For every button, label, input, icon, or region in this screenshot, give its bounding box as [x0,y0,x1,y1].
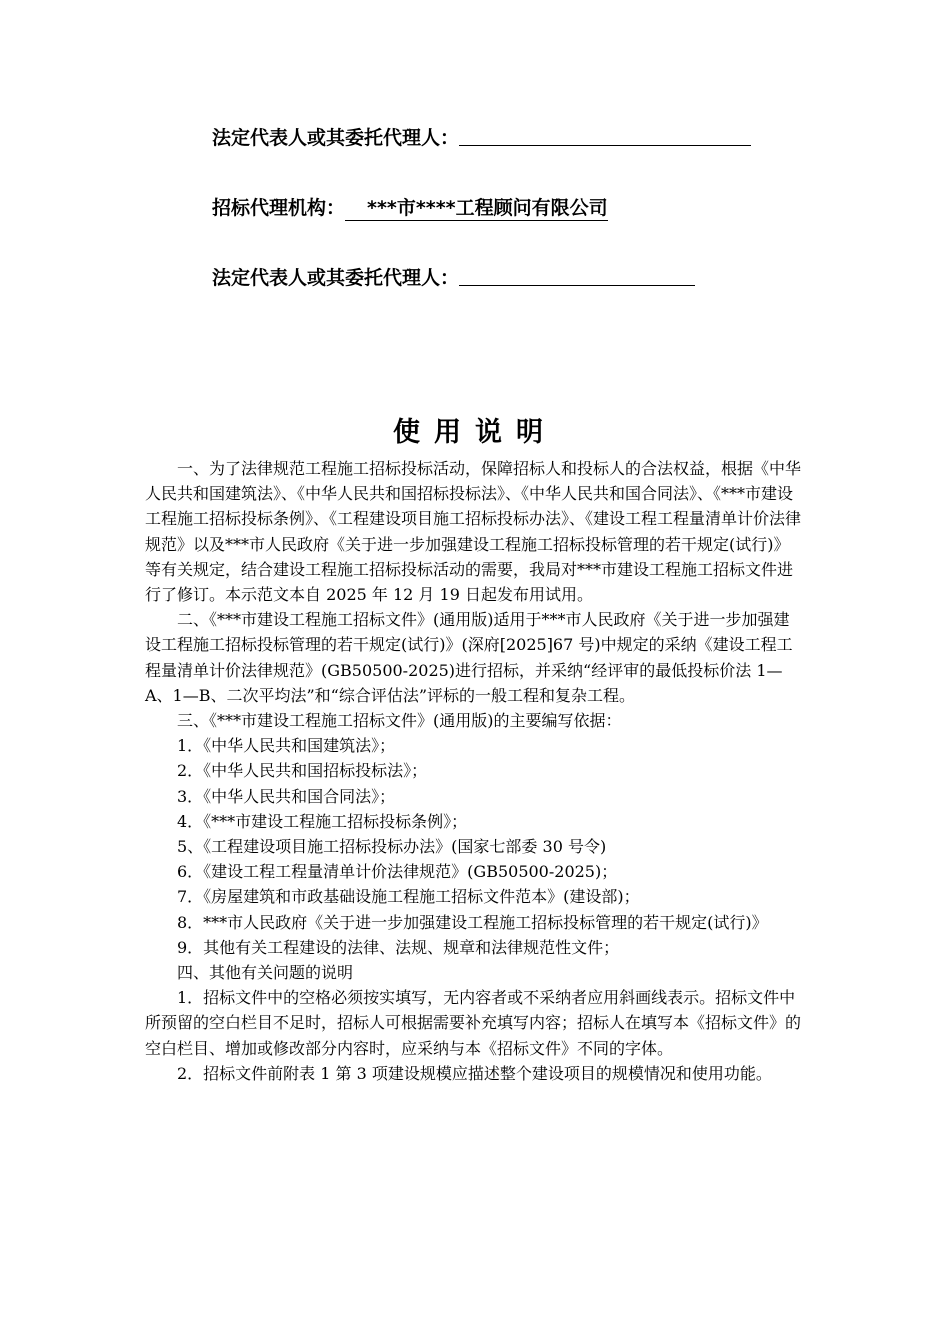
basis-item-8: 8．***市人民政府《关于进一步加强建设工程施工招标投标管理的若干规定(试行)》 [177,912,768,932]
basis-item-3: 3．《中华人民共和国合同法》； [177,786,396,806]
paragraph-3: 三、《***市建设工程施工招标文件》(通用版)的主要编写依据： [177,711,622,731]
agency-label: 招标代理机构： [212,197,346,219]
basis-item-4: 4．《***市建设工程施工招标投标条例》； [177,811,468,831]
legal-rep-line-1 [212,125,751,151]
paragraph-2: 二、《***市建设工程施工招标文件》(通用版)适用于***市人民政府《关于进一步加强建设工程施工招标投标管理的若干规定(试行)》(深府[2025]67 号)中规定的采纳《建设工程工程量清单计价法律规范》(GB50500-2025)进行招标，并采纳“经评审的最低投标价法 1—A、1—B、二次平均法”和“综合评估法”评标的一般工程和复杂工程。 [145,610,793,705]
basis-item-7: 7．《房屋建筑和市政基础设施工程施工招标文件范本》(建设部)； [177,887,640,907]
instructions-body [145,456,805,1086]
legal-rep-line-2 [212,265,695,291]
legal-rep-label-2: 法定代表人或其委托代理人： [212,267,460,289]
basis-item-6: 6．《建设工程工程量清单计价法律规范》(GB50500-2025)； [177,862,618,882]
paragraph-1: 一、为了法律规范工程施工招标投标活动，保障招标人和投标人的合法权益，根据《中华人民共和国建筑法》、《中华人民共和国招标投标法》、《中华人民共和国合同法》、《***市建设工程施工招标投标条例》、《工程建设项目施工招标投标办法》、《建设工程工程量清单计价法律规范》以及***市人民政府《关于进一步加强建设工程施工招标投标管理的若干规定(试行)》等有关规定，结合建设工程施工招标投标活动的需要，我局对***市建设工程施工招标文件进行了修订。本示范文本自 2025 年 12 月 19 日起发布用试用。 [145,459,802,605]
basis-item-5: 5、《工程建设项目施工招标投标办法》(国家七部委 30 号令) [177,837,607,857]
note-1: 1．招标文件中的空格必须按实填写，无内容者或不采纳者应用斜画线表示。招标文件中所预留的空白栏目不足时，招标人可根据需要补充填写内容；招标人在填写本《招标文件》的空白栏目、增加或修改部分内容时，应采纳与本《招标文件》不同的字体。 [145,988,802,1058]
basis-item-2: 2．《中华人民共和国招标投标法》； [177,761,428,781]
paragraph-4: 四、其他有关问题的说明 [177,963,354,983]
legal-rep-label-1: 法定代表人或其委托代理人： [212,127,460,149]
agency-line [212,195,608,221]
basis-item-1: 1．《中华人民共和国建筑法》； [177,736,396,756]
agency-value: ***市****工程顾问有限公司 [345,197,608,221]
legal-rep-blank-2[interactable] [459,266,695,286]
note-2: 2．招标文件前附表 1 第 3 项建设规模应描述整个建设项目的规模情况和使用功能。 [177,1063,772,1083]
basis-item-9: 9．其他有关工程建设的法律、法规、规章和法律规范性文件； [177,937,620,957]
legal-rep-blank-1[interactable] [459,126,751,146]
page-title: 使用说明 [393,417,557,448]
